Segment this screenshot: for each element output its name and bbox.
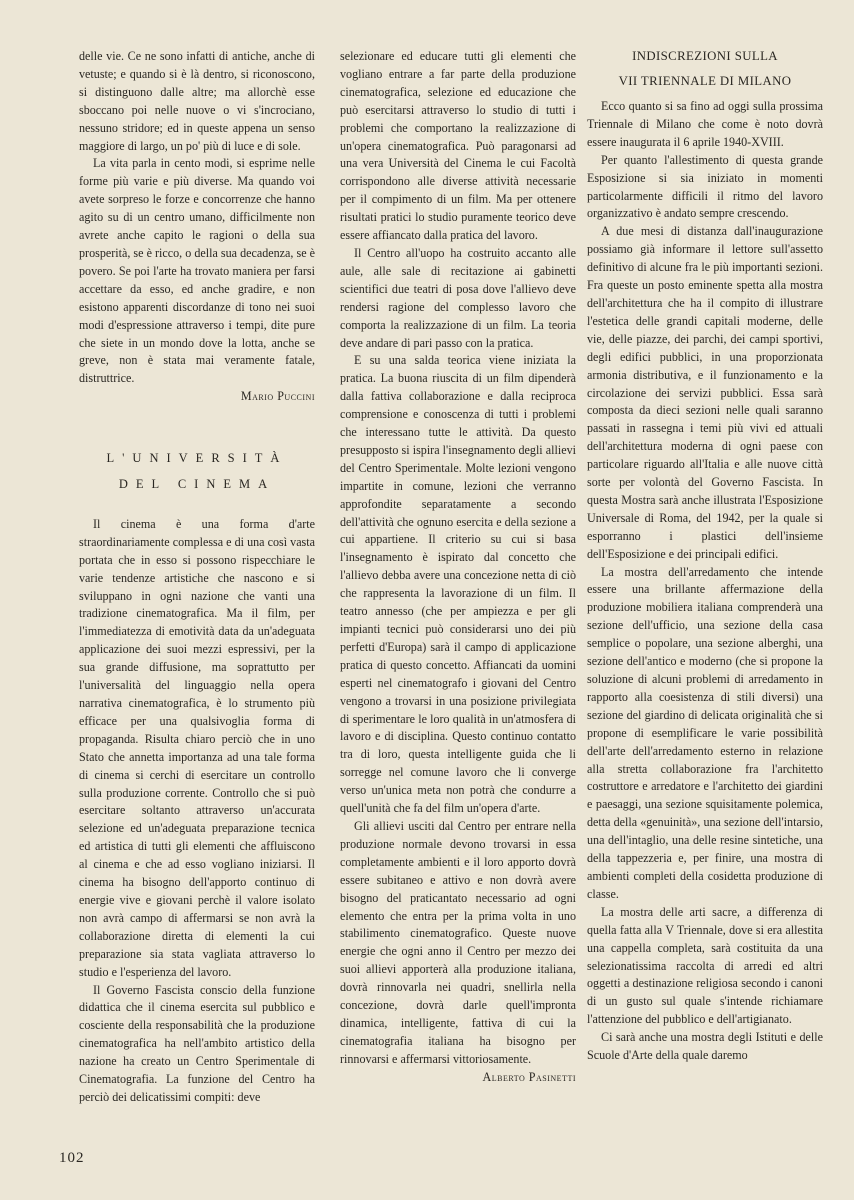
author-signature: Alberto Pasinetti xyxy=(482,1069,576,1084)
paragraph: Il Governo Fascista conscio della funzione didattica che il cinema esercita sul pubblico e cosciente della responsabilità che la produzione cinematografica ha nell'ambito artistico della nazione ha creato un Centro Sperimentale di Cinematografia. La funzione del Centro ha perciò dei delicatissimi compiti: deve xyxy=(79,982,315,1104)
article-title-line2: DEL CINEMA xyxy=(118,477,276,492)
paragraph: Per quanto l'allestimento di questa grande Esposizione si sia iniziato in momenti particolarmente difficili il ritmo del lavoro organizzativo è andato sempre crescendo. xyxy=(587,152,823,221)
column-left xyxy=(79,48,315,1107)
paragraph: selezionare ed educare tutti gli elementi che vogliano entrare a far parte della produzione cinematografica, selezione ed educazione che può esercitarsi attraverso lo studio di tutti i problemi che comportano la realizzazione di un'opera cinematografica. Può paragonarsi ad una vera Università del Cinema le cui Facoltà corrispondono alle diverse attività necessarie per il compimento di un film. Ma per ottenere risultati pratici lo studio puramente teorico deve essere affiancato dalla pratica del lavoro. xyxy=(340,49,576,243)
paragraph: Gli allievi usciti dal Centro per entrare nella produzione normale devono trovarsi in essa completamente ambienti e il loro apporto dovrà essere subitaneo e attivo e non dovrà avere bisogno del praticantato necessario ad ogni elemento che entra per la prima volta in uno stabilimento cinematografico. Queste nuove energie che ogni anno il Centro per mezzo dei suoi allievi apporterà alla produzione italiana, dovrà rinnovarla nei quadri, snellirla nella concezione, dovrà darle quell'impronta dinamica, intelligente, fattiva di cui la cinematografia italiana ha bisogno per rinnovarsi e affermarsi vittoriosamente. xyxy=(340,818,576,1066)
column-middle xyxy=(340,48,576,1087)
author-signature: Mario Puccini xyxy=(240,389,315,404)
paragraph: E su una salda teorica viene iniziata la pratica. La buona riuscita di un film dipenderà dalla fattiva collaborazione e dalla reciproca comprensione e conoscenza di tutti i problemi che interessano tutte le attività. Da questo presupposto si ispira l'insegnamento degli allievi del Centro Sperimentale. Molte lezioni vengono impartite in comune, lezioni che verranno approfondite separatamente a secondo dell'attività che ognuno esercita e della sezione a cui appartiene. Il criterio su cui si basa l'insegnamento è ispirato dal concetto che l'allievo debba avere una concezione netta di ciò che rappresenta la lavorazione di un film. Il teatro annesso (che per ampiezza e per gli impianti tecnici può considerarsi uno dei più perfetti d'Europa) sarà il campo di applicazione pratica di questo concetto. Affiancati da uomini esperti nel cinematografo i giovani del Centro vengono a trovarsi in una posizione privilegiata di sperimentare le loro qualità in un'atmosfera di lavoro e di disciplina. Questo continuo contatto tra di loro, questa intelligente guida che li sorregge nel comune lavoro che li converge verso un'unica meta non potrà che condurre a quell'unità che fa del film un'opera d'arte. xyxy=(340,353,576,816)
section-title-line1: INDISCREZIONI SULLA xyxy=(632,49,778,63)
paragraph: La mostra dell'arredamento che intende essere una brillante affermazione della produzione mobiliera italiana comprenderà una sezione dell'ufficio, una sezione della casa semplice o popolare, una sezione alberghi, una sezione dell'antico e moderno (che si propone la soluzione di alcuni problemi di arredamento in rapporto alla coesistenza di stili diversi) una sezione del giardino di delicata originalità che si propone di esemplificare le varie possibilità dell'arte dell'arredamento esterno in relazione alla stretta collaborazione fra l'architetto costruttore e arredatore e l'architetto dei giardini e paesaggi, una sezione squisitamente polemica, detta della «genuinità», una sezione dell'intarsio, una dell'intaglio, una delle resine sintetiche, una della tappezzeria e, per finire, una mostra di ambienti completi della cosidetta produzione di classe. xyxy=(587,564,823,901)
column-right xyxy=(587,48,823,1065)
paragraph: La mostra delle arti sacre, a differenza di quella fatta alla V Triennale, dove si era allestita una cappella completa, sarà costituita da una selezionatissima raccolta di arredi ed altri oggetti a destinazione religiosa secondo i canoni di un gusto sul quale s'intende richiamare l'attenzione del pubblico e dell'artigianato. xyxy=(587,904,823,1027)
paragraph: La vita parla in cento modi, si esprime nelle forme più varie e più diverse. Ma quando voi avete sorpreso le forze e concorrenze che hanno agito su di un centro umano, difficilmente non avrete anche capito le ragioni o della sua prosperità, se è ricco, o della sua decadenza, se è povero. Se poi l'arte ha trovato maniera per farsi accettare da esso, ed anche gradire, e non esistono apparenti discordanze di tono nei suoi modi d'espressione attraverso i tempi, dite pure che siete in un mondo dove la lotta, anche se greve, non è stata mai veramente fatale, distruttrice. xyxy=(79,156,315,386)
page-number: 102 xyxy=(59,1150,85,1166)
article-title-line1: L'UNIVERSITÀ xyxy=(106,451,288,466)
paragraph: delle vie. Ce ne sono infatti di antiche, anche di vetuste; e quando si è là dentro, si riconoscono, si distinguono dalle altre; ma allorchè esse sboccano poi nelle nuove o vi s'incrociano, nessuno stridore; ed in queste appena un senso maggiore di largo, un po' più di luce e di sole. xyxy=(79,49,315,153)
paragraph: Il cinema è una forma d'arte straordinariamente complessa e di una così vasta portata che in esso si possono rispecchiare le varie tendenze artistiche che nascono e si sviluppano in ogni nazione che vanti una tradizione cinematografica. Ma il film, per l'immediatezza di emotività data da un'adeguata applicazione dei suoi mezzi espressivi, per la sua grande diffusione, ma soprattutto per l'universalità del linguaggio nella opera narrativa cinematografica, è lo strumento più efficace per una qualsivoglia forma di propaganda. Risulta chiaro perciò che in uno Stato che annetta importanza ad una tale forma di cinema si cerchi di esercitare un controllo sulla produzione corrente. Controllo che si può esercitare soltanto attraverso un'accurata selezione ed un'adeguata preparazione tecnica ed artistica di tutti gli elementi che affluiscono al cinema e che ad esso vogliano iniziarsi. Il cinema ha bisogno dell'apporto continuo di energie vive e giovani perchè il valore isolato non avrà campo di affermarsi se non avrà la collaborazione diretta di elementi la cui preparazione sia stata vagliata attraverso lo studio e l'esperienza del lavoro. xyxy=(79,516,315,979)
paragraph: Il Centro all'uopo ha costruito accanto alle aule, alle sale di recitazione ai gabinetti scientifici due teatri di posa dove l'allievo deve rendersi ragione del complesso lavoro che comporta la realizzazione di un film. La teoria deve andare di pari passo con la pratica. xyxy=(340,245,576,350)
paragraph: Ci sarà anche una mostra degli Istituti e delle Scuole d'Arte della quale daremo xyxy=(587,1030,823,1063)
section-title-line2: VII TRIENNALE DI MILANO xyxy=(618,74,792,88)
paragraph: A due mesi di distanza dall'inaugurazione possiamo già informare il lettore sull'assetto definitivo di alcune fra le più importanti sezioni. Fra queste un posto eminente spetta alla mostra dell'architettura che ha il compito di illustrare l'estetica delle grandi capitali moderne, delle vie, delle piazze, dei parchi, dei campi sportivi, degli edifici pubblici, in una proporzionata armonia distributiva, e il funzionamento e la circolazione dei servizi pubblici. Essa sarà composta da dieci sezioni nelle quali saranno passati in rassegna i temi più vivi ed attuali dell'architettura moderna di ogni paese con particolare riguardo all'Italia e alle nuove città sorte per volontà del Governo Fascista. In questa Mostra sarà anche illustrata l'Esposizione Universale di Roma, del 1942, per la quale si esporranno i plastici dell'insieme dell'Esposizione e dei principali edifici. xyxy=(587,224,823,561)
paragraph: Ecco quanto si sa fino ad oggi sulla prossima Triennale di Milano che come è noto dovrà essere inaugurata il 6 aprile 1940-XVIII. xyxy=(587,99,823,149)
